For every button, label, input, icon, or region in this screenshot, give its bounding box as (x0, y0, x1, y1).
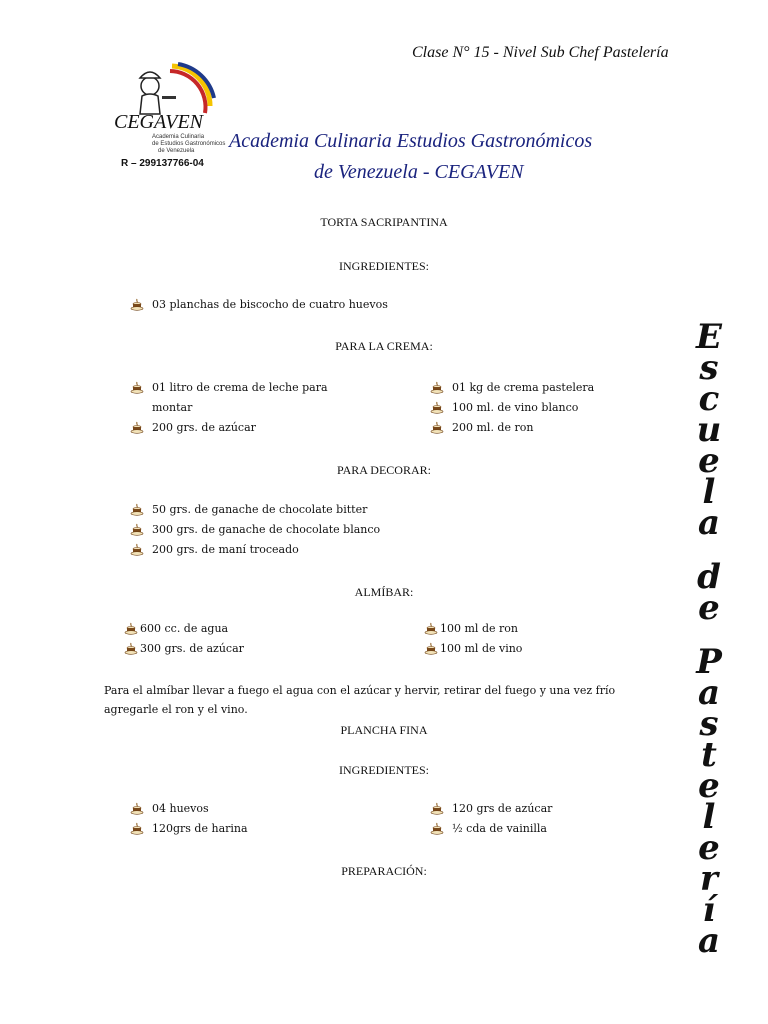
list-item: 100 ml de ron (424, 622, 518, 636)
academy-title-line1: Academia Culinaria Estudios Gastronómicos (229, 130, 593, 152)
cake-icon (424, 622, 438, 636)
cake-icon (430, 421, 444, 435)
recipe-title: TORTA SACRIPANTINA (320, 215, 448, 229)
class-title: Clase N° 15 - Nivel Sub Chef Pastelería (412, 44, 669, 61)
cake-icon (130, 523, 144, 537)
cake-icon (130, 298, 144, 312)
almibar-instructions: Para el almíbar llevar a fuego el agua con el azúcar y hervir, retirar del fuego y una vez frío agregarle el ron y el vino. (104, 684, 616, 716)
cake-icon (130, 543, 144, 557)
rif-number: R – 299137766-04 (121, 158, 204, 169)
list-item: 600 cc. de agua (124, 622, 228, 636)
list-item: 200 grs. de azúcar (130, 421, 256, 435)
cake-icon (430, 822, 444, 836)
list-item-continuation: montar (152, 401, 193, 414)
list-item: 120 grs de azúcar (430, 802, 552, 816)
list-item: 100 ml de vino (424, 642, 522, 656)
decorar-heading: PARA DECORAR: (337, 463, 431, 477)
list-item: ½ cda de vainilla (430, 822, 547, 836)
list-item: 200 grs. de maní troceado (130, 543, 299, 557)
escuela-de-pasteleria-vertical: E s c u e l a d e P a s t e l e r í a (696, 317, 722, 961)
svg-text:de Venezuela: de Venezuela (158, 148, 195, 154)
list-item: 04 huevos (130, 802, 209, 816)
cake-icon (430, 381, 444, 395)
academy-title-line2: de Venezuela - CEGAVEN (314, 161, 524, 183)
logo-text: CEGAVEN (114, 111, 203, 133)
list-item: 50 grs. de ganache de chocolate bitter (130, 503, 367, 517)
crema-heading: PARA LA CREMA: (335, 339, 433, 353)
list-item: 300 grs. de azúcar (124, 642, 244, 656)
svg-text:de Estudios Gastronómicos: de Estudios Gastronómicos (152, 141, 226, 147)
cake-icon (130, 802, 144, 816)
list-item: 01 litro de crema de leche para (130, 381, 328, 395)
cake-icon (130, 822, 144, 836)
list-item: 01 kg de crema pastelera (430, 381, 594, 395)
cake-icon (130, 381, 144, 395)
list-item: 120grs de harina (130, 822, 248, 836)
almibar-heading: ALMÍBAR: (354, 585, 414, 599)
list-item: 100 ml. de vino blanco (430, 401, 578, 415)
cake-icon (424, 642, 438, 656)
cake-icon (430, 401, 444, 415)
cake-icon (130, 503, 144, 517)
cake-icon (124, 642, 138, 656)
list-item: 200 ml. de ron (430, 421, 533, 435)
plancha-title: PLANCHA FINA (340, 723, 428, 737)
plancha-ingredients-heading: INGREDIENTES: (339, 763, 429, 777)
cegaven-logo (112, 58, 226, 158)
cake-icon (130, 421, 144, 435)
list-item: 03 planchas de biscocho de cuatro huevos (130, 298, 388, 312)
list-item: 300 grs. de ganache de chocolate blanco (130, 523, 380, 537)
ingredients-heading: INGREDIENTES: (339, 259, 429, 273)
preparacion-heading: PREPARACIÓN: (341, 864, 427, 878)
svg-text:Academia Culinaria: Academia Culinaria (152, 134, 205, 140)
cake-icon (124, 622, 138, 636)
cake-icon (430, 802, 444, 816)
